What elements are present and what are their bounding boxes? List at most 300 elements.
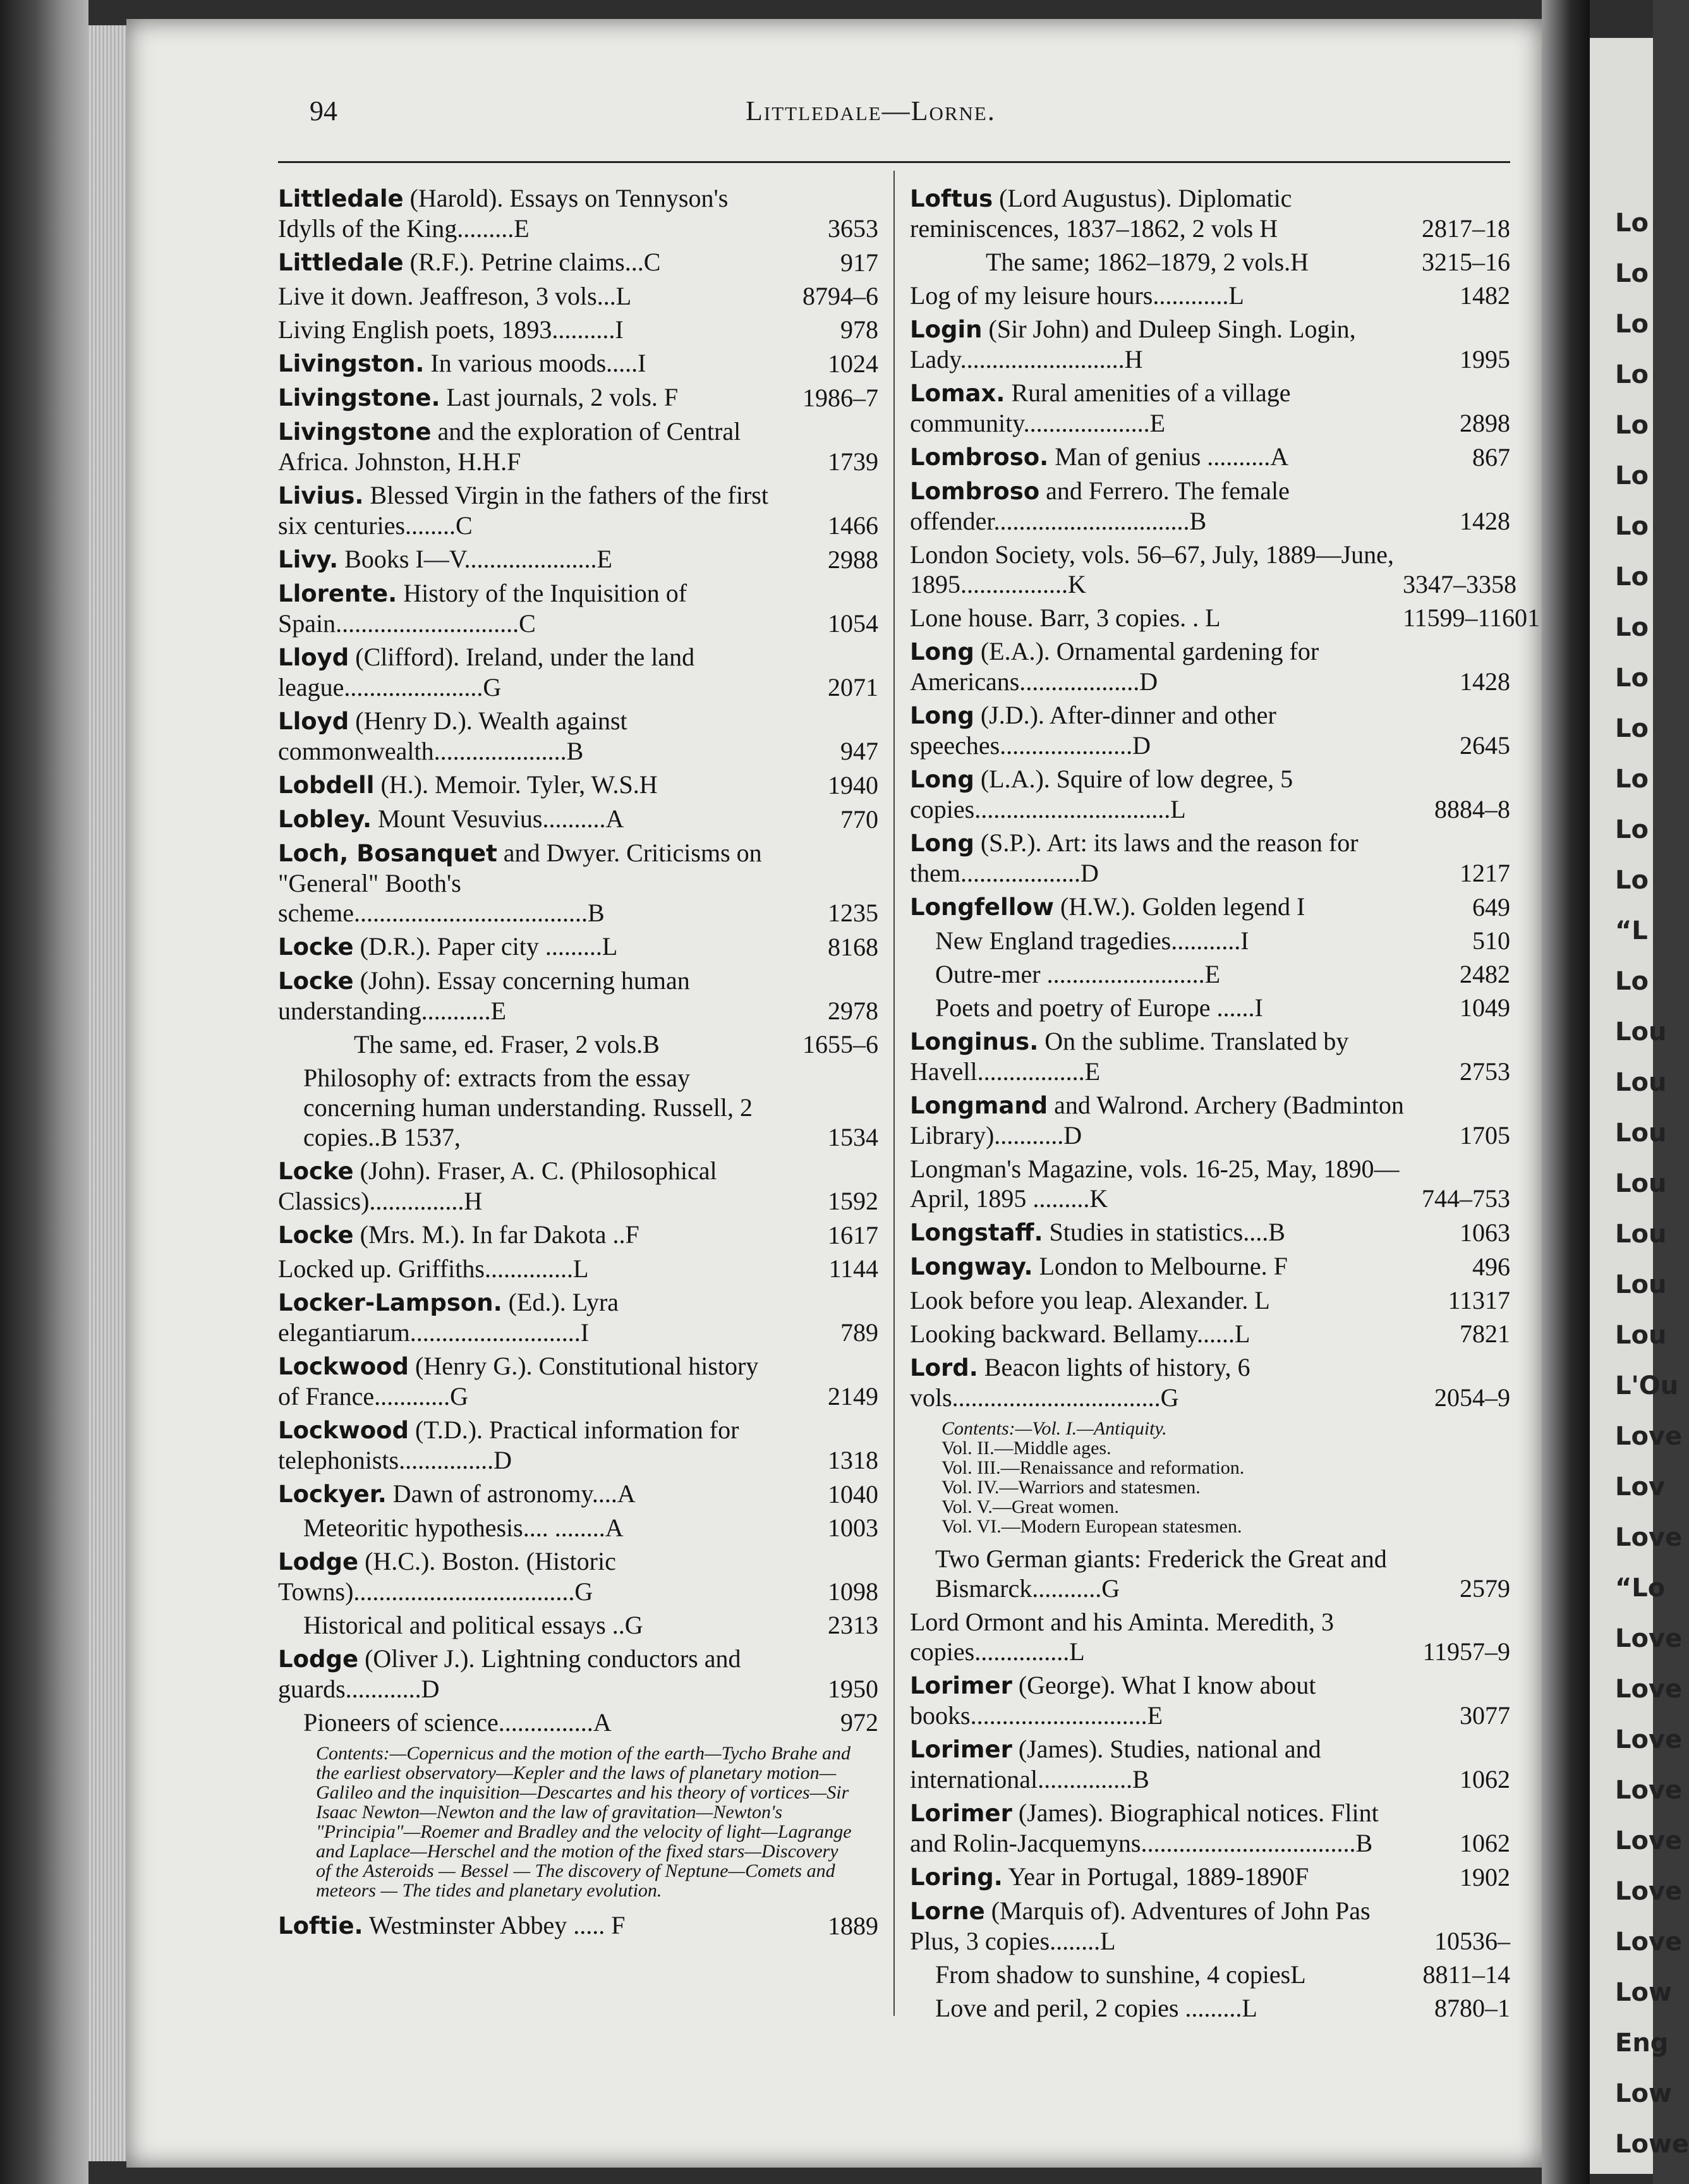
entry-text bbox=[278, 183, 777, 243]
index-entry bbox=[278, 382, 878, 413]
call-number: 8168 bbox=[828, 933, 878, 961]
index-entry bbox=[278, 1546, 878, 1606]
call-number: 2149 bbox=[828, 1382, 878, 1410]
facing-page-text: Love bbox=[1615, 1927, 1683, 1956]
facing-page-text: Lo bbox=[1615, 310, 1649, 339]
call-number: 3077 bbox=[1460, 1701, 1510, 1730]
call-number: 789 bbox=[840, 1318, 878, 1347]
entry-body: (John). Essay concerning human understanding...........E bbox=[278, 966, 690, 1025]
header-rule bbox=[278, 161, 1510, 163]
entry-body: (D.R.). Paper city .........L bbox=[353, 932, 618, 961]
call-number: 917 bbox=[840, 248, 878, 277]
index-entry bbox=[278, 1513, 878, 1543]
entry-text bbox=[910, 1217, 1409, 1247]
index-entry bbox=[910, 314, 1510, 374]
entry-body: Pioneers of science...............A bbox=[303, 1708, 612, 1737]
entry-text bbox=[278, 1415, 777, 1475]
entry-heading: Livingstone bbox=[278, 418, 432, 446]
index-entry bbox=[278, 480, 878, 540]
entry-body: Living English poets, 1893..........I bbox=[278, 315, 624, 344]
entry-text bbox=[910, 1352, 1409, 1412]
right-column bbox=[910, 183, 1541, 2027]
entry-heading: Long bbox=[910, 702, 974, 729]
entry-body: London Society, vols. 56–67, July, 1889—June, 1895.................K bbox=[910, 540, 1394, 598]
entry-heading: Long bbox=[910, 638, 974, 665]
entry-body: (Oliver J.). Lightning conductors and guards............D bbox=[278, 1644, 741, 1703]
entry-body: Studies in statistics....B bbox=[1043, 1218, 1285, 1246]
facing-page-text: L'Ou bbox=[1615, 1371, 1679, 1400]
entry-text bbox=[910, 183, 1409, 243]
entry-text bbox=[910, 764, 1409, 824]
entry-body: (Lord Augustus). Diplomatic reminiscences, 1837–1862, 2 vols H bbox=[910, 184, 1292, 243]
call-number: 1940 bbox=[828, 771, 878, 799]
index-entry bbox=[278, 315, 878, 344]
entry-text bbox=[910, 1670, 1409, 1730]
index-entry bbox=[278, 416, 878, 476]
entry-heading: Locke bbox=[278, 1158, 354, 1185]
index-entry bbox=[910, 1319, 1510, 1349]
entry-heading: Locke bbox=[278, 933, 354, 961]
call-number: 2817–18 bbox=[1422, 214, 1510, 243]
entry-text bbox=[278, 642, 777, 702]
entry-text bbox=[278, 1220, 777, 1250]
entry-heading: Locker-Lampson. bbox=[278, 1289, 502, 1316]
call-number: 1986–7 bbox=[802, 384, 878, 412]
page-number: 94 bbox=[310, 95, 337, 126]
index-entry bbox=[910, 764, 1510, 824]
entry-body: Westminster Abbey ..... F bbox=[363, 1911, 626, 1939]
call-number: 3653 bbox=[828, 214, 878, 243]
index-entry bbox=[910, 926, 1510, 956]
call-number: 2753 bbox=[1460, 1057, 1510, 1086]
facing-page-text: Love bbox=[1615, 1624, 1683, 1653]
entry-text bbox=[278, 1351, 777, 1411]
entry-body: Two German giants: Frederick the Great and Bismarck...........G bbox=[935, 1544, 1387, 1603]
index-entry bbox=[278, 1415, 878, 1475]
call-number: 7821 bbox=[1460, 1320, 1510, 1348]
entry-body: Last journals, 2 vols. F bbox=[440, 383, 679, 411]
call-number: 2988 bbox=[828, 545, 878, 574]
entry-text bbox=[910, 1285, 1409, 1315]
facing-page-text: Lou bbox=[1615, 1270, 1667, 1299]
call-number: 1534 bbox=[828, 1123, 878, 1151]
entry-body: Mount Vesuvius..........A bbox=[372, 804, 624, 833]
entry-text bbox=[278, 1479, 777, 1509]
entry-body: Rural amenities of a village community....................E bbox=[910, 379, 1291, 437]
contents-line: Vol. VI.—Modern European statesmen. bbox=[941, 1516, 1242, 1537]
entry-text bbox=[278, 544, 777, 574]
call-number: 2482 bbox=[1460, 960, 1510, 988]
index-entry bbox=[910, 959, 1510, 989]
index-entry bbox=[910, 1217, 1510, 1247]
entry-body: (Henry D.). Wealth against commonwealth.....................B bbox=[278, 707, 627, 765]
entry-heading: Littledale bbox=[278, 249, 404, 276]
index-entry bbox=[278, 1644, 878, 1704]
contents-note bbox=[910, 1419, 1479, 1536]
entry-heading: Longway. bbox=[910, 1253, 1033, 1280]
entry-heading: Long bbox=[910, 766, 974, 793]
entry-text bbox=[278, 1063, 777, 1152]
entry-body: Outre-mer .........................E bbox=[935, 960, 1221, 988]
call-number: 1482 bbox=[1460, 281, 1510, 310]
entry-body: On the sublime. Translated by Havell.................E bbox=[910, 1027, 1349, 1086]
entry-text bbox=[910, 1544, 1409, 1603]
entry-heading: Lockyer. bbox=[278, 1481, 387, 1508]
entry-text bbox=[278, 1254, 777, 1283]
index-entry bbox=[278, 1156, 878, 1216]
facing-page-text: Lo bbox=[1615, 562, 1649, 592]
entry-text bbox=[278, 480, 777, 540]
facing-page-text: Lo bbox=[1615, 765, 1649, 794]
entry-body: From shadow to sunshine, 4 copiesL bbox=[935, 1960, 1306, 1989]
entry-heading: Lloyd bbox=[278, 644, 349, 671]
entry-body: New England tragedies...........I bbox=[935, 926, 1249, 955]
call-number: 8884–8 bbox=[1434, 795, 1510, 823]
entry-body: (George). What I know about books............................E bbox=[910, 1671, 1316, 1730]
entry-body: (James). Biographical notices. Flint and Rolin-Jacquemyns..................................B bbox=[910, 1799, 1379, 1857]
entry-body: (James). Studies, national and international...............B bbox=[910, 1735, 1321, 1793]
facing-page-text: Lou bbox=[1615, 1220, 1667, 1249]
entry-heading: Longfellow bbox=[910, 894, 1054, 921]
index-entry bbox=[278, 281, 878, 311]
call-number: 11599–11601 bbox=[1403, 604, 1541, 632]
entry-body: Lord Ormont and his Aminta. Meredith, 3 copies...............L bbox=[910, 1608, 1335, 1666]
entry-body: Man of genius ..........A bbox=[1048, 442, 1289, 471]
contents-line: Vol. V.—Great women. bbox=[941, 1496, 1119, 1517]
contents-line: Vol. IV.—Warriors and statesmen. bbox=[941, 1477, 1201, 1498]
call-number: 3347–3358 bbox=[1403, 570, 1516, 598]
entry-heading: Loch, Bosanquet bbox=[278, 840, 497, 867]
facing-page-text: Love bbox=[1615, 1826, 1683, 1855]
index-entry bbox=[910, 1090, 1510, 1150]
entry-body: (John). Fraser, A. C. (Philosophical Classics)...............H bbox=[278, 1156, 717, 1215]
entry-heading: Lorne bbox=[910, 1898, 985, 1925]
entry-body: London to Melbourne. F bbox=[1032, 1252, 1288, 1280]
index-entry bbox=[910, 1285, 1510, 1315]
entry-heading: Lombroso bbox=[910, 478, 1040, 505]
page-stack bbox=[88, 25, 126, 2161]
entry-text bbox=[910, 1960, 1409, 1989]
entry-text bbox=[278, 770, 777, 800]
index-entry bbox=[910, 1607, 1510, 1666]
index-entry bbox=[278, 247, 878, 277]
entry-heading: Lodge bbox=[278, 1548, 359, 1575]
entry-body: and Dwyer. Criticisms on "General" Booth's scheme.....................................B bbox=[278, 839, 762, 927]
facing-page-fragment bbox=[1590, 38, 1689, 2174]
book-edge-left bbox=[0, 0, 88, 2184]
facing-page-text: Lo bbox=[1615, 967, 1649, 996]
facing-page-text: Lo bbox=[1615, 815, 1649, 844]
call-number: 1054 bbox=[828, 609, 878, 638]
entry-text bbox=[278, 416, 777, 476]
column-divider bbox=[893, 171, 895, 2016]
entry-text bbox=[910, 476, 1409, 536]
entry-heading: Llorente. bbox=[278, 580, 397, 607]
entry-body: Philosophy of: extracts from the essay concerning human understanding. Russell, 2 copies..B 1537, bbox=[303, 1064, 753, 1151]
index-entry bbox=[910, 183, 1510, 243]
contents-line: Contents:—Vol. I.—Antiquity. bbox=[941, 1418, 1167, 1439]
entry-heading: Longinus. bbox=[910, 1028, 1039, 1055]
facing-page-text: Lou bbox=[1615, 1169, 1667, 1198]
entry-text bbox=[910, 892, 1409, 922]
call-number: 2579 bbox=[1460, 1574, 1510, 1603]
call-number: 1235 bbox=[828, 899, 878, 927]
index-entry bbox=[278, 1479, 878, 1509]
facing-page-text: Eng bbox=[1615, 2029, 1669, 2058]
entry-body: Year in Portugal, 1889-1890F bbox=[1002, 1862, 1309, 1891]
entry-body: (E.A.). Ornamental gardening for Americans...................D bbox=[910, 637, 1319, 696]
entry-text bbox=[278, 1513, 777, 1543]
call-number: 1995 bbox=[1460, 345, 1510, 373]
index-entry bbox=[278, 578, 878, 638]
entry-heading: Lloyd bbox=[278, 708, 349, 735]
entry-heading: Lomax. bbox=[910, 380, 1005, 407]
contents-line: Vol. III.—Renaissance and reformation. bbox=[941, 1457, 1245, 1478]
call-number: 1889 bbox=[828, 1912, 878, 1940]
entry-text bbox=[910, 1090, 1409, 1150]
entry-text bbox=[278, 1644, 777, 1704]
index-entry bbox=[910, 636, 1510, 696]
call-number: 496 bbox=[1472, 1253, 1510, 1281]
entry-text bbox=[278, 838, 777, 928]
index-entry bbox=[278, 1029, 878, 1059]
entry-body: Live it down. Jeaffreson, 3 vols...L bbox=[278, 282, 632, 310]
call-number: 1655–6 bbox=[802, 1030, 878, 1059]
facing-page-text: “L bbox=[1615, 916, 1648, 945]
call-number: 1063 bbox=[1460, 1218, 1510, 1247]
entry-body: (J.D.). After-dinner and other speeches.....................D bbox=[910, 701, 1276, 760]
entry-text bbox=[910, 442, 1409, 472]
facing-page-text: Lou bbox=[1615, 1321, 1667, 1350]
facing-page-text: Love bbox=[1615, 1877, 1683, 1906]
index-entry bbox=[278, 804, 878, 834]
entry-text bbox=[910, 540, 1409, 599]
entry-body: The same; 1862–1879, 2 vols.H bbox=[986, 248, 1309, 276]
call-number: 1428 bbox=[1460, 667, 1510, 696]
call-number: 1049 bbox=[1460, 993, 1510, 1022]
index-entry bbox=[278, 931, 878, 962]
entry-text bbox=[278, 247, 777, 277]
entry-text bbox=[278, 315, 777, 344]
entry-body: Locked up. Griffiths..............L bbox=[278, 1254, 589, 1283]
entry-body: Looking backward. Bellamy......L bbox=[910, 1320, 1250, 1348]
entry-body: Books I—V.....................E bbox=[338, 545, 612, 573]
entry-text bbox=[278, 804, 777, 834]
index-entry bbox=[910, 993, 1510, 1022]
call-number: 1003 bbox=[828, 1514, 878, 1542]
index-entry bbox=[910, 476, 1510, 536]
facing-page-text: Love bbox=[1615, 1776, 1683, 1805]
entry-heading: Lorimer bbox=[910, 1736, 1012, 1763]
entry-heading: Lockwood bbox=[278, 1353, 409, 1380]
call-number: 867 bbox=[1472, 443, 1510, 471]
entry-heading: Loftie. bbox=[278, 1912, 363, 1939]
entry-text bbox=[278, 1546, 777, 1606]
index-entry bbox=[278, 770, 878, 800]
index-entry bbox=[278, 642, 878, 702]
call-number: 2898 bbox=[1460, 409, 1510, 437]
left-column bbox=[278, 183, 878, 1944]
entry-heading: Livius. bbox=[278, 482, 364, 509]
entry-body: Lone house. Barr, 3 copies. . L bbox=[910, 604, 1221, 632]
entry-heading: Livingston. bbox=[278, 350, 425, 377]
entry-body: Meteoritic hypothesis.... ........A bbox=[303, 1514, 624, 1542]
index-entry bbox=[910, 442, 1510, 472]
entry-heading: Lockwood bbox=[278, 1417, 409, 1444]
entry-text bbox=[910, 378, 1409, 438]
index-entry bbox=[910, 1352, 1510, 1412]
call-number: 2978 bbox=[828, 997, 878, 1025]
contents-note: Contents:—Copernicus and the motion of the earth—Tycho Brahe and the earliest observatory—Kepler and the laws of planetary motion—Galileo and the inquisition—Descartes and his theory of vortices—Sir Isaac Newton—Newton and the law of gravitation—Newton's "Principia"—Roemer and Bradley and the velocity of light—Lagrange and Laplace—Herschel and the motion of the fixed stars—Discovery of the Asteroids — Bessel — The discovery of Neptune—Comets and meteors — The tides and planetary evolution. bbox=[316, 1743, 852, 1901]
index-entry bbox=[910, 378, 1510, 438]
entry-body: Poets and poetry of Europe ......I bbox=[935, 993, 1263, 1022]
call-number: 8811–14 bbox=[1422, 1960, 1510, 1989]
entry-body: Love and peril, 2 copies .........L bbox=[935, 1994, 1257, 2022]
entry-heading: Lord. bbox=[910, 1354, 978, 1381]
entry-body: and Walrond. Archery (Badminton Library)...........D bbox=[910, 1091, 1404, 1150]
entry-text bbox=[278, 281, 777, 311]
entry-text bbox=[910, 926, 1409, 956]
entry-text bbox=[278, 1910, 777, 1941]
entry-text bbox=[278, 578, 777, 638]
index-entry bbox=[278, 348, 878, 379]
index-entry bbox=[278, 183, 878, 243]
facing-page-text: Lo bbox=[1615, 411, 1649, 440]
entry-body: Longman's Magazine, vols. 16-25, May, 1890—April, 1895 .........K bbox=[910, 1155, 1400, 1213]
entry-text bbox=[910, 636, 1409, 696]
call-number: 1902 bbox=[1460, 1863, 1510, 1891]
index-entry bbox=[278, 1610, 878, 1640]
entry-text bbox=[910, 1607, 1409, 1666]
call-number: 770 bbox=[840, 805, 878, 834]
call-number: 2071 bbox=[828, 673, 878, 701]
facing-page-text: Lou bbox=[1615, 1068, 1667, 1097]
index-entry bbox=[910, 1798, 1510, 1858]
entry-body: Historical and political essays ..G bbox=[303, 1611, 643, 1639]
contents-line: Vol. II.—Middle ages. bbox=[941, 1438, 1111, 1459]
entry-heading: Loring. bbox=[910, 1864, 1003, 1891]
call-number: 947 bbox=[840, 737, 878, 765]
entry-body: In various moods.....I bbox=[424, 349, 646, 377]
call-number: 3215–16 bbox=[1422, 248, 1510, 276]
entry-body: (S.P.). Art: its laws and the reason for them...................D bbox=[910, 828, 1359, 887]
entry-body: (T.D.). Practical information for telephonists...............D bbox=[278, 1416, 739, 1474]
call-number: 1592 bbox=[828, 1187, 878, 1215]
entry-text bbox=[910, 959, 1409, 989]
entry-text bbox=[910, 1026, 1409, 1086]
entry-body: (Ed.). Lyra elegantiarum...........................I bbox=[278, 1288, 619, 1347]
call-number: 1144 bbox=[828, 1254, 878, 1283]
call-number: 744–753 bbox=[1422, 1184, 1510, 1213]
entry-body: Blessed Virgin in the fathers of the first six centuries........C bbox=[278, 481, 768, 540]
entry-text bbox=[278, 1610, 777, 1640]
call-number: 1098 bbox=[828, 1577, 878, 1606]
entry-body: (Mrs. M.). In far Dakota ..F bbox=[353, 1220, 639, 1249]
facing-page-text: Lo bbox=[1615, 209, 1649, 238]
call-number: 1617 bbox=[828, 1221, 878, 1249]
entry-body: (Marquis of). Adventures of John Pas Plus, 3 copies........L bbox=[910, 1896, 1371, 1955]
entry-heading: Longstaff. bbox=[910, 1219, 1043, 1246]
index-entry bbox=[278, 1220, 878, 1250]
entry-body: (L.A.). Squire of low degree, 5 copies...............................L bbox=[910, 765, 1293, 823]
entry-text bbox=[278, 1156, 777, 1216]
entry-heading: Lobdell bbox=[278, 772, 375, 799]
call-number: 2054–9 bbox=[1434, 1383, 1510, 1412]
entry-heading: Longmand bbox=[910, 1092, 1048, 1119]
call-number: 1040 bbox=[828, 1480, 878, 1508]
call-number: 2645 bbox=[1460, 731, 1510, 760]
facing-page-text: Love bbox=[1615, 1675, 1683, 1704]
call-number: 1217 bbox=[1460, 859, 1510, 887]
entry-body: The same, ed. Fraser, 2 vols.B bbox=[354, 1030, 660, 1059]
index-entry bbox=[910, 828, 1510, 888]
index-entry bbox=[278, 1254, 878, 1283]
entry-text bbox=[910, 993, 1409, 1022]
facing-page-text: Lou bbox=[1615, 1017, 1667, 1046]
facing-page-text: “Lo bbox=[1615, 1574, 1666, 1603]
entry-text bbox=[278, 931, 777, 962]
entry-text bbox=[910, 314, 1409, 374]
entry-heading: Livingstone. bbox=[278, 384, 440, 411]
index-entry bbox=[910, 892, 1510, 922]
call-number: 649 bbox=[1472, 893, 1510, 921]
facing-page-text: Lo bbox=[1615, 664, 1649, 693]
entry-text bbox=[278, 966, 777, 1026]
call-number: 11957–9 bbox=[1422, 1637, 1510, 1666]
index-entry bbox=[910, 281, 1510, 310]
facing-page-text: Lov bbox=[1615, 1472, 1666, 1502]
entry-body: Dawn of astronomy....A bbox=[386, 1479, 636, 1508]
entry-body: (H.C.). Boston. (Historic Towns)...................................G bbox=[278, 1547, 616, 1606]
index-entry bbox=[278, 1287, 878, 1347]
entry-text bbox=[278, 706, 777, 766]
facing-page-text: Low bbox=[1615, 2079, 1672, 2108]
index-entry bbox=[910, 1251, 1510, 1282]
call-number: 11317 bbox=[1448, 1286, 1510, 1314]
index-entry bbox=[910, 540, 1516, 599]
facing-page-text: Lo bbox=[1615, 259, 1649, 288]
entry-heading: Locke bbox=[278, 1222, 354, 1249]
index-entry bbox=[910, 247, 1510, 277]
entry-text bbox=[278, 1708, 777, 1737]
index-entry bbox=[910, 603, 1541, 633]
facing-page-text: Lowe bbox=[1615, 2130, 1689, 2159]
index-entry bbox=[910, 700, 1510, 760]
facing-page-text: Love bbox=[1615, 1422, 1683, 1451]
entry-heading: Lodge bbox=[278, 1646, 359, 1673]
book-gutter bbox=[1542, 0, 1590, 2184]
entry-text bbox=[910, 603, 1409, 633]
call-number: 972 bbox=[840, 1708, 878, 1737]
entry-body: (R.F.). Petrine claims...C bbox=[403, 248, 661, 276]
index-entry bbox=[910, 1896, 1510, 1956]
entry-text bbox=[910, 700, 1409, 760]
facing-page-text: Lo bbox=[1615, 461, 1649, 490]
entry-text bbox=[278, 348, 777, 379]
index-entry bbox=[910, 1544, 1510, 1603]
call-number: 1705 bbox=[1460, 1121, 1510, 1150]
entry-heading: Loftus bbox=[910, 185, 993, 212]
entry-heading: Lobley. bbox=[278, 806, 372, 833]
call-number: 1024 bbox=[828, 349, 878, 378]
call-number: 1739 bbox=[828, 447, 878, 476]
facing-page-text: Lo bbox=[1615, 714, 1649, 743]
entry-heading: Lorimer bbox=[910, 1800, 1012, 1827]
index-entry bbox=[910, 1154, 1510, 1213]
index-entry bbox=[910, 1960, 1510, 1989]
call-number: 1950 bbox=[828, 1675, 878, 1703]
entry-text bbox=[910, 1862, 1409, 1892]
